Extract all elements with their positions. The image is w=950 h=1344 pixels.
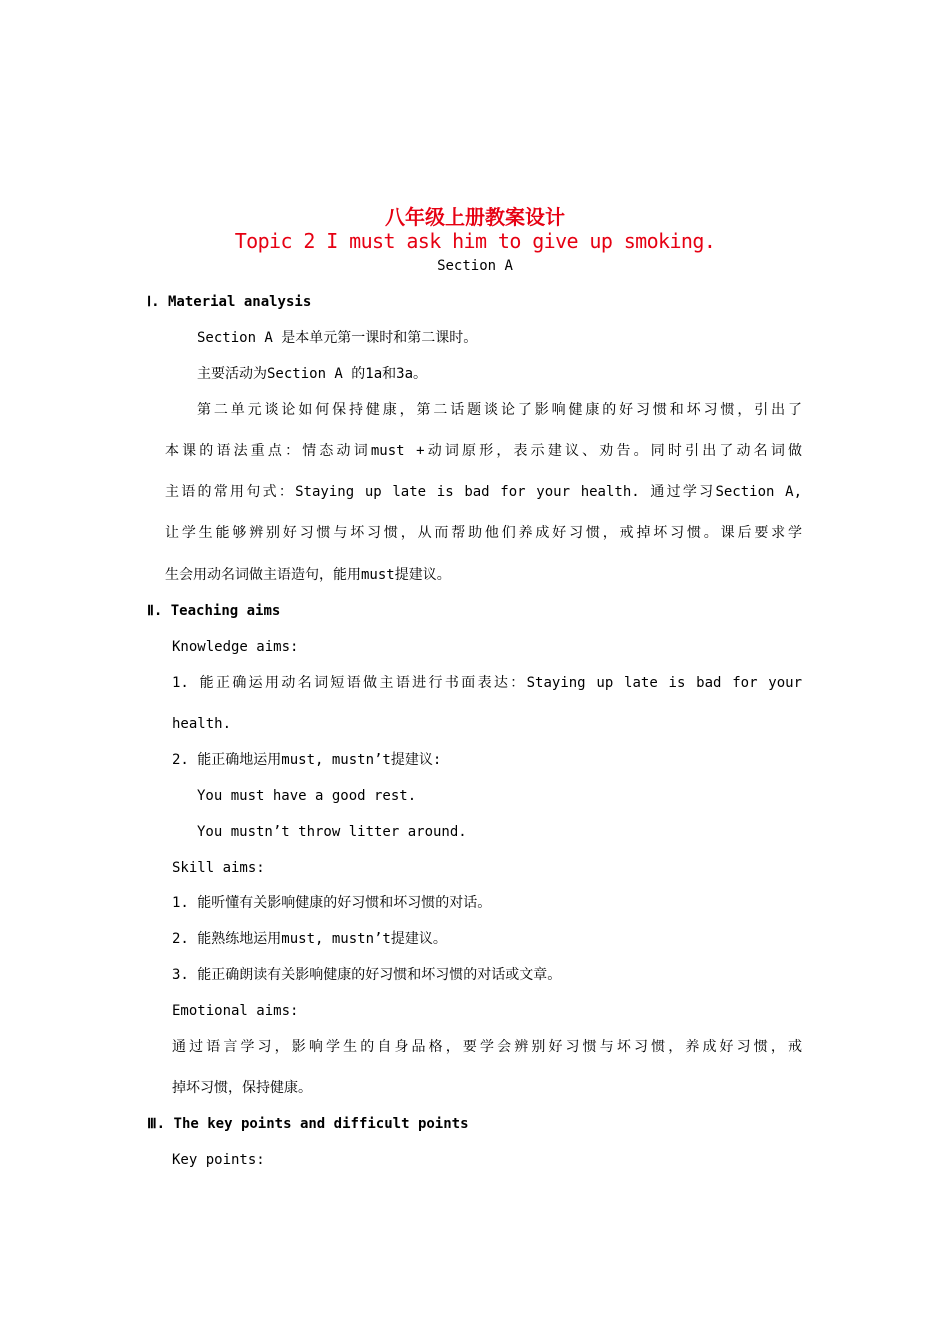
key-points-label: Key points: [172,1152,265,1168]
document-title-en: Topic 2 I must ask him to give up smoking. [234,229,716,253]
knowledge-aim-2-example-1: You must have a good rest. [197,788,417,804]
heading-key-points: Ⅲ. The key points and difficult points [147,1116,469,1132]
material-paragraph-3-line-2: 本课的语法重点：情态动词must +动词原形，表示建议、劝告。同时引出了动名词做 [165,443,802,459]
material-paragraph-3-line-1: 第二单元谈论如何保持健康，第二话题谈论了影响健康的好习惯和坏习惯，引出了 [197,402,802,418]
heading-teaching-aims: Ⅱ. Teaching aims [147,603,281,619]
material-paragraph-2: 主要活动为Section A 的1a和3a。 [197,366,428,382]
emotional-aim-line-2: 掉坏习惯，保持健康。 [172,1080,312,1096]
emotional-aims-label: Emotional aims: [172,1003,299,1019]
document-title-cn: 八年级上册教案设计 [385,205,565,229]
section-subtitle: Section A [437,258,513,274]
material-paragraph-1: Section A 是本单元第一课时和第二课时。 [197,330,478,346]
knowledge-aim-1-line-1: 1. 能正确运用动名词短语做主语进行书面表达：Staying up late is bad for your [172,675,802,691]
knowledge-aim-2: 2. 能正确地运用must, mustn’t提建议: [172,752,442,768]
skill-aim-1: 1. 能听懂有关影响健康的好习惯和坏习惯的对话。 [172,895,492,911]
knowledge-aim-2-example-2: You mustn’t throw litter around. [197,824,467,840]
material-paragraph-3-line-4: 让学生能够辨别好习惯与坏习惯，从而帮助他们养成好习惯，戒掉坏习惯。课后要求学 [165,525,802,541]
knowledge-aims-label: Knowledge aims: [172,639,299,655]
emotional-aim-line-1: 通过语言学习，影响学生的自身品格，要学会辨别好习惯与坏习惯，养成好习惯，戒 [172,1039,802,1055]
heading-material-analysis: Ⅰ. Material analysis [147,294,312,310]
knowledge-aim-1-line-2: health. [172,716,232,732]
material-paragraph-3-line-3: 主语的常用句式：Staying up late is bad for your health. 通过学习Section A, [165,484,802,500]
material-paragraph-3-line-5: 生会用动名词做主语造句，能用must提建议。 [165,567,451,583]
skill-aim-2: 2. 能熟练地运用must, mustn’t提建议。 [172,931,447,947]
skill-aims-label: Skill aims: [172,860,265,876]
skill-aim-3: 3. 能正确朗读有关影响健康的好习惯和坏习惯的对话或文章。 [172,967,562,983]
